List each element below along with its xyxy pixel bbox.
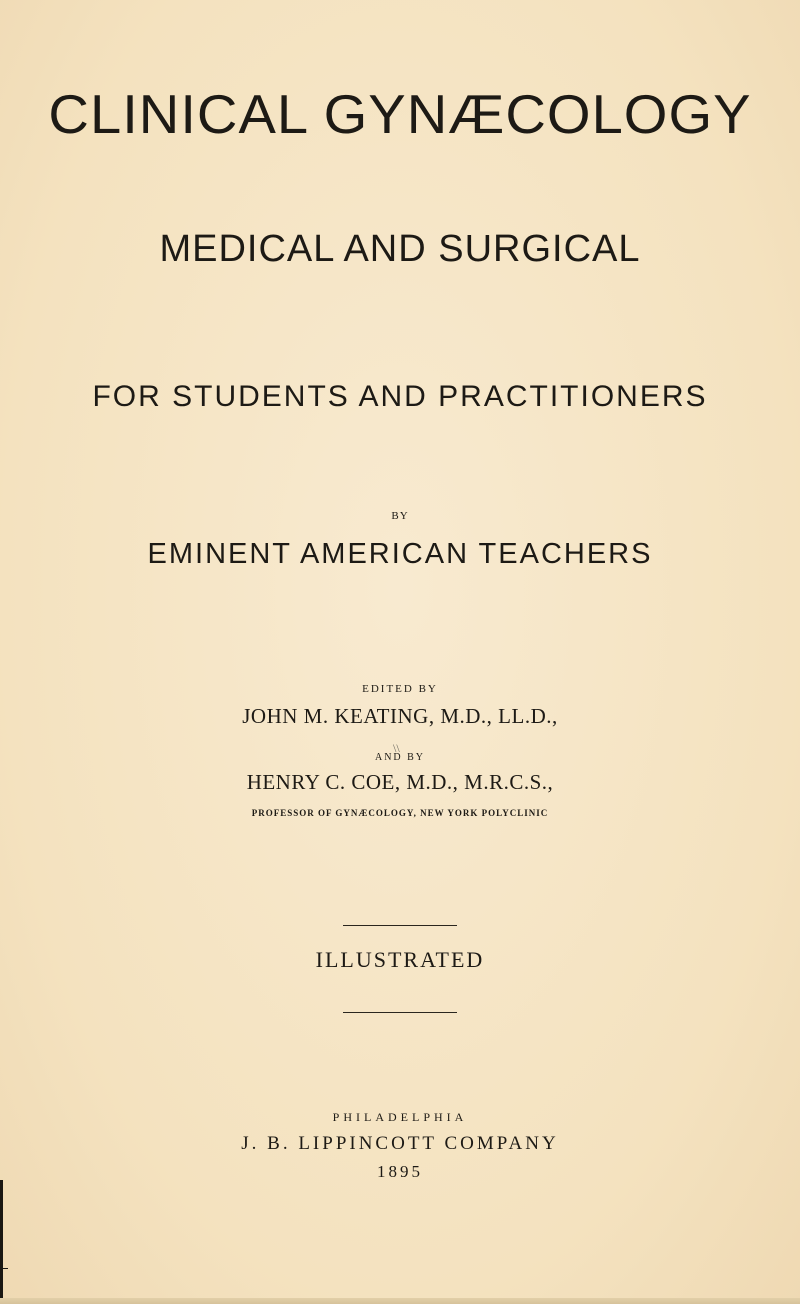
imprint-year: 1895 — [377, 1162, 423, 1181]
authors-group: EMINENT AMERICAN TEACHERS — [147, 538, 653, 570]
editor-1: JOHN M. KEATING, M.D., LL.D., — [242, 704, 558, 728]
edited-by-label: EDITED BY — [362, 683, 438, 695]
editor-2: HENRY C. COE, M.D., M.R.C.S., — [246, 770, 554, 794]
subtitle-line-2: FOR STUDENTS AND PRACTITIONERS — [92, 380, 708, 413]
and-by-label: AND BY — [374, 752, 426, 763]
book-title: CLINICAL GYNÆCOLOGY — [48, 83, 752, 145]
imprint-publisher: J. B. LIPPINCOTT COMPANY — [241, 1133, 559, 1154]
scan-edge-left — [0, 1180, 3, 1304]
by-label: BY — [391, 510, 409, 522]
editor-2-title: PROFESSOR OF GYNÆCOLOGY, NEW YORK POLYCLINIC — [251, 808, 549, 818]
pencil-mark: \\ — [393, 741, 400, 755]
illustrated-label: ILLUSTRATED — [315, 947, 485, 972]
scan-edge-bottom — [0, 1298, 800, 1304]
imprint-city: PHILADELPHIA — [332, 1110, 468, 1124]
rule-top — [343, 925, 457, 926]
rule-bottom — [343, 1012, 457, 1013]
scan-edge-mark — [0, 1268, 8, 1269]
subtitle-line-1: MEDICAL AND SURGICAL — [159, 228, 641, 270]
